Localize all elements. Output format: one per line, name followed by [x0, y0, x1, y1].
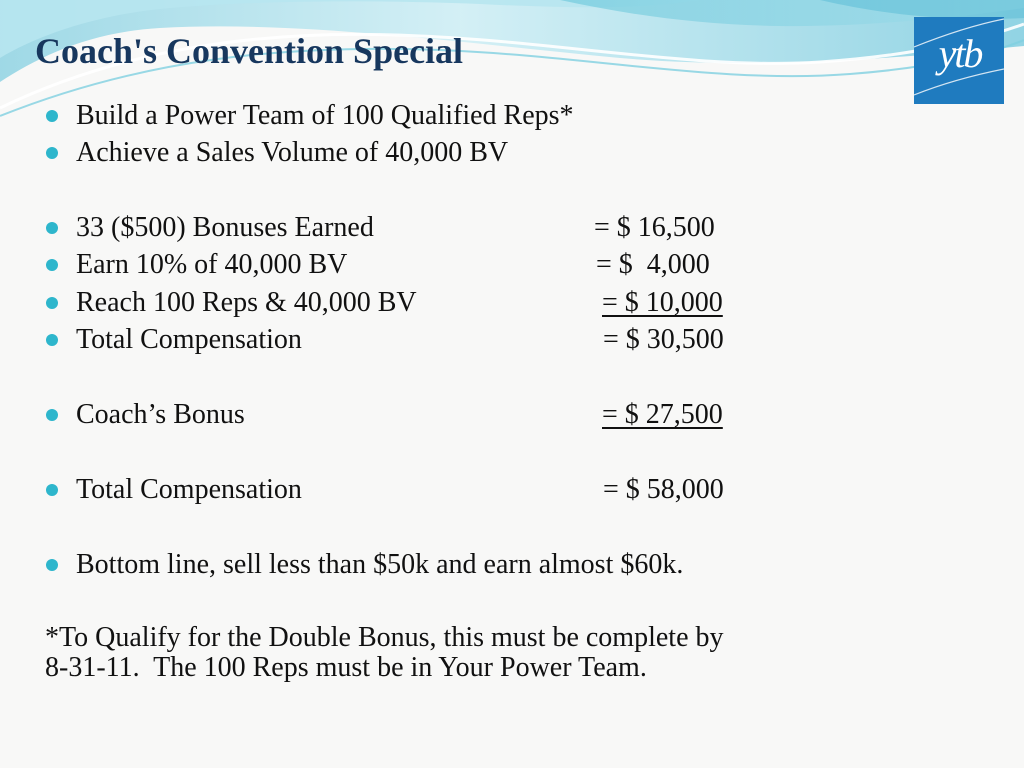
bullet-label: Earn 10% of 40,000 BV — [76, 249, 348, 280]
bullet-amount: = $ 10,000 — [602, 287, 723, 318]
bullet-dot — [46, 334, 58, 346]
bullet-label: Coach’s Bonus — [76, 399, 245, 430]
bullet-label: Total Compensation — [76, 474, 302, 505]
bullet-item-sales-volume — [0, 135, 1024, 171]
bullet-dot — [46, 484, 58, 496]
logo-wordmark: ytb — [938, 31, 982, 76]
bullet-item-coach-bonus — [0, 397, 1024, 433]
bullet-amount: = $ 27,500 — [602, 399, 723, 430]
bullet-item-bottom-line — [0, 547, 1024, 583]
footnote-line-1: *To Qualify for the Double Bonus, this must be complete by — [45, 622, 724, 653]
bullet-item-earn-percent — [0, 247, 1024, 283]
bullet-amount: = $ 4,000 — [596, 249, 710, 280]
bullet-dot — [46, 110, 58, 122]
bullet-item-power-team — [0, 98, 1024, 134]
bullet-label: Total Compensation — [76, 324, 302, 355]
bullet-dot — [46, 259, 58, 271]
bullet-amount: = $ 58,000 — [603, 474, 724, 505]
ytb-logo — [914, 17, 1004, 104]
footnote-line-2: 8-31-11. The 100 Reps must be in Your Power Team. — [45, 652, 647, 683]
slide-title: Coach's Convention Special — [35, 31, 464, 71]
bullet-item-total-compensation — [0, 322, 1024, 358]
bullet-label: Build a Power Team of 100 Qualified Reps* — [76, 100, 574, 131]
bullet-dot — [46, 409, 58, 421]
bullet-dot — [46, 147, 58, 159]
footnote — [45, 623, 995, 683]
bullet-item-reach-reps — [0, 285, 1024, 321]
bullet-label: Reach 100 Reps & 40,000 BV — [76, 287, 417, 318]
bullet-dot — [46, 559, 58, 571]
bullet-item-bonuses-earned — [0, 210, 1024, 246]
bullet-label: Achieve a Sales Volume of 40,000 BV — [76, 137, 509, 168]
bullet-dot — [46, 297, 58, 309]
bullet-amount: = $ 30,500 — [603, 324, 724, 355]
bullet-dot — [46, 222, 58, 234]
bullet-item-total-compensation-final — [0, 472, 1024, 508]
bullet-label: 33 ($500) Bonuses Earned — [76, 212, 374, 243]
bullet-amount: = $ 16,500 — [594, 212, 715, 243]
bullet-label: Bottom line, sell less than $50k and earn almost $60k. — [76, 549, 684, 580]
